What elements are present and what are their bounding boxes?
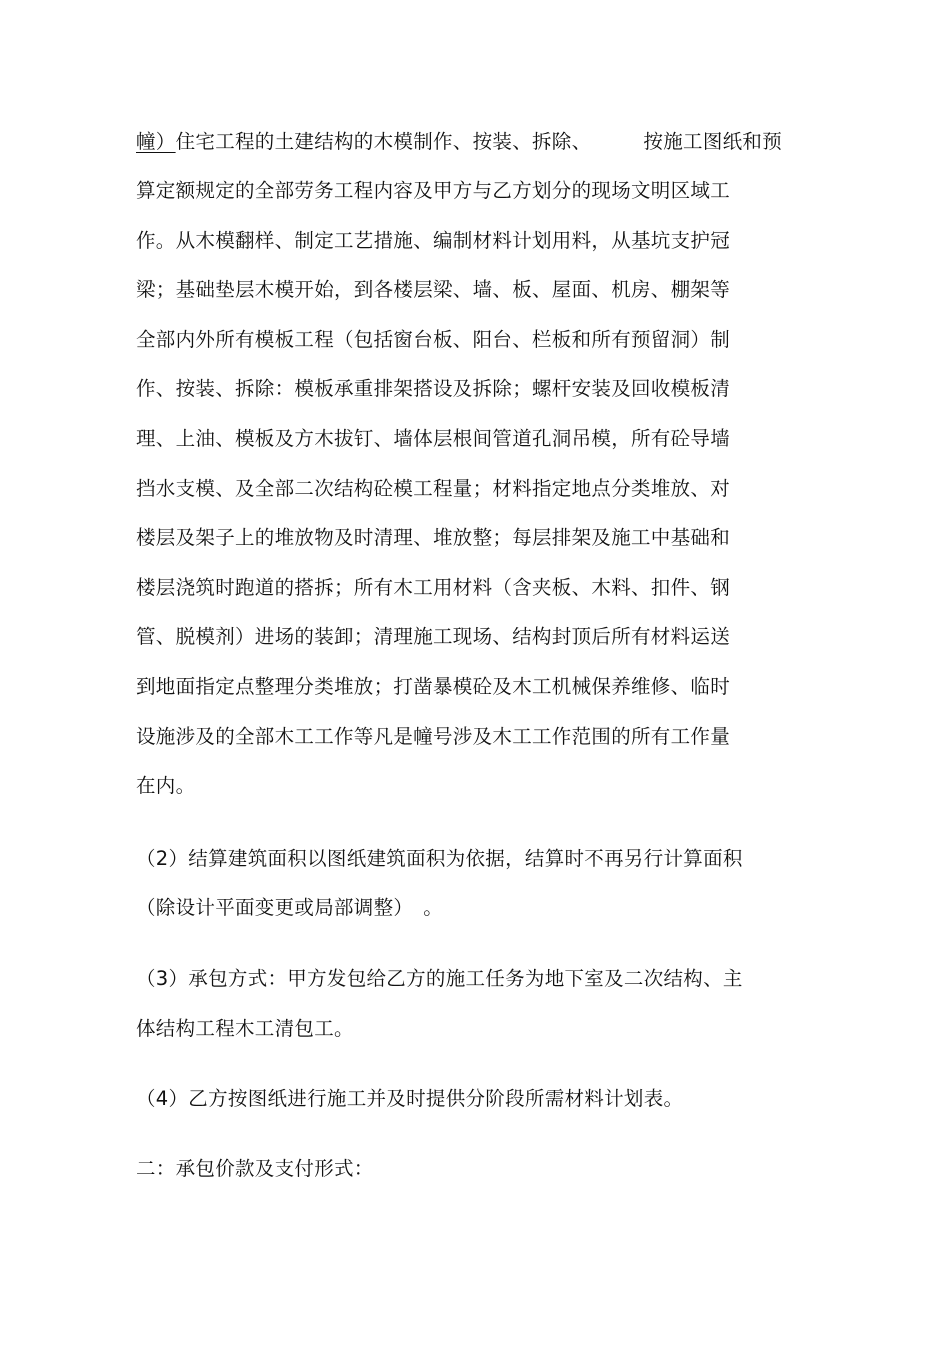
text-line: 梁；基础垫层木模开始，到各楼层梁、墙、板、屋面、机房、棚架等 (136, 278, 731, 301)
line-text: 住宅工程的土建结构的木模制作、按装、拆除、 (175, 130, 592, 153)
text-line: 管、脱模剂）进场的装卸；清理施工现场、结构封顶后所有材料运送 (136, 625, 731, 648)
text-line: 到地面指定点整理分类堆放；打凿暴模砼及木工机械保养维修、临时 (136, 675, 731, 698)
text-line: 设施涉及的全部木工工作等凡是幢号涉及木工工作范围的所有工作量 (136, 725, 731, 748)
text-line: 全部内外所有模板工程（包括窗台板、阳台、栏板和所有预留洞）制 (136, 328, 731, 351)
text-line: 体结构工程木工清包工。 (136, 1017, 354, 1040)
section-heading: 二：承包价款及支付形式： (136, 1157, 374, 1180)
text-line: 楼层及架子上的堆放物及时清理、堆放整；每层排架及施工中基础和 (136, 526, 731, 549)
text-line: 理、上油、模板及方木拔钉、墙体层根间管道孔洞吊模，所有砼导墙 (136, 427, 731, 450)
underlined-text: 幢） (136, 130, 176, 153)
text-line: 作、按装、拆除：模板承重排架搭设及拆除；螺杆安装及回收模板清 (136, 377, 731, 400)
text-line: 在内。 (136, 774, 196, 797)
text-line (136, 128, 782, 156)
text-line: （除设计平面变更或局部调整） 。 (136, 896, 444, 919)
text-line: 算定额规定的全部劳务工程内容及甲方与乙方划分的现场文明区域工 (136, 179, 731, 202)
text-line: 作。从木模翻样、制定工艺措施、编制材料计划用料，从基坑支护冠 (136, 229, 731, 252)
text-line: 挡水支模、及全部二次结构砼模工程量；材料指定地点分类堆放、对 (136, 477, 731, 500)
text-line: （3）承包方式：甲方发包给乙方的施工任务为地下室及二次结构、主 (136, 967, 743, 990)
text-line: （4）乙方按图纸进行施工并及时提供分阶段所需材料计划表。 (136, 1087, 684, 1110)
line-text: 按施工图纸和预 (643, 130, 783, 153)
text-line: （2）结算建筑面积以图纸建筑面积为依据，结算时不再另行计算面积 (136, 847, 743, 870)
text-line: 楼层浇筑时跑道的搭拆；所有木工用材料（含夹板、木料、扣件、钢 (136, 576, 731, 599)
